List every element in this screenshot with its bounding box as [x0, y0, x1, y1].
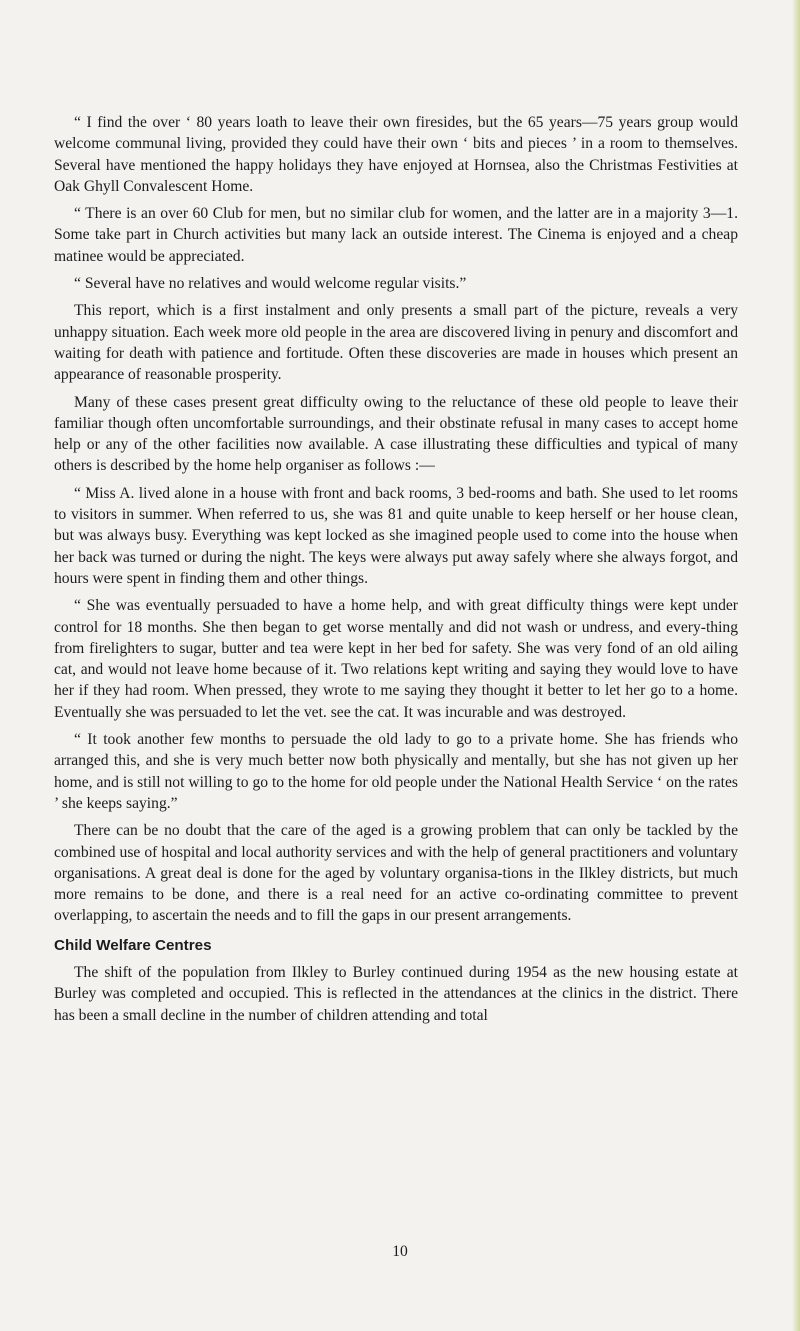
- paragraph-2: “ There is an over 60 Club for men, but no similar club for women, and the latter are in a majority 3—1. Some take part in Church activities but many lack an outside interest. The Cinema is enjoyed and a cheap matinee would be appreciated.: [54, 205, 738, 265]
- paragraph-6: “ Miss A. lived alone in a house with front and back rooms, 3 bed-rooms and bath. She used to let rooms to visitors in summer. When referred to us, she was 81 and quite unable to keep herself or her house clean, but was always busy. Everything was kept locked as she imagined people used to come into the house when her back was turned or during the night. The keys were always put away safely where she always forgot, and hours were spent in finding them and other things.: [54, 484, 738, 587]
- page-edge-shadow: [792, 0, 800, 1331]
- paragraph-9: There can be no doubt that the care of the aged is a growing problem that can only be tackled by the combined use of hospital and local authority services and with the help of general practitioners and voluntary organisations. A great deal is done for the aged by voluntary organisa-tions in the Ilkley districts, but much more remains to be done, and there is a real need for an active co-ordinating committee to prevent overlapping, to ascertain the needs and to fill the gaps in our present arrangements.: [54, 822, 738, 925]
- paragraph-8: “ It took another few months to persuade the old lady to go to a private home. She has friends who arranged this, and she is very much better now both physically and mentally, but she has not given up her home, and is still not willing to go to the home for old people under the National Health Service ‘ on the rates ’ she keeps saying.”: [54, 731, 738, 812]
- paragraph-7: “ She was eventually persuaded to have a home help, and with great difficulty things were kept under control for 18 months. She then began to get worse mentally and did not wash or undress, and every-thing from firelighters to sugar, butter and tea were kept in her bed for safety. She was very fond of an old ailing cat, and would not leave home because of it. Two relations kept writing and saying they would love to have her if they had room. When pressed, they wrote to me saying they thought it better to let her go to a home. Eventually she was persuaded to let the vet. see the cat. It was incurable and was destroyed.: [54, 597, 738, 721]
- paragraph-4: This report, which is a first instalment and only presents a small part of the picture, reveals a very unhappy situation. Each week more old people in the area are discovered living in penury and discomfort and waiting for death with patience and fortitude. Often these discoveries are made in houses which present an appearance of reasonable prosperity.: [54, 302, 738, 384]
- paragraph-1: “ I find the over ‘ 80 years loath to leave their own firesides, but the 65 years—75 years group would welcome communal living, provided they could have their own ‘ bits and pieces ’ in a room to themselves. Several have mentioned the happy holidays they have enjoyed at Hornsea, also the Christmas Festivities at Oak Ghyll Convalescent Home.: [54, 114, 738, 195]
- paragraph-3: “ Several have no relatives and would welcome regular visits.”: [74, 275, 467, 293]
- section-heading: Child Welfare Centres: [54, 936, 212, 954]
- paragraph-5: Many of these cases present great difficulty owing to the reluctance of these old people to leave their familiar though often uncomfortable surroundings, and their obstinate refusal in many cases to accept home help or any of the other facilities now available. A case illustrating these difficulties and typical of many others is described by the home help organiser as follows :—: [54, 393, 738, 475]
- document-body: [54, 112, 738, 1032]
- page-number: 10: [392, 1243, 408, 1260]
- section-paragraph: The shift of the population from Ilkley to Burley continued during 1954 as the new housing estate at Burley was completed and occupied. This is reflected in the attendances at the clinics in the district. There has been a small decline in the number of children attending and total: [54, 963, 738, 1024]
